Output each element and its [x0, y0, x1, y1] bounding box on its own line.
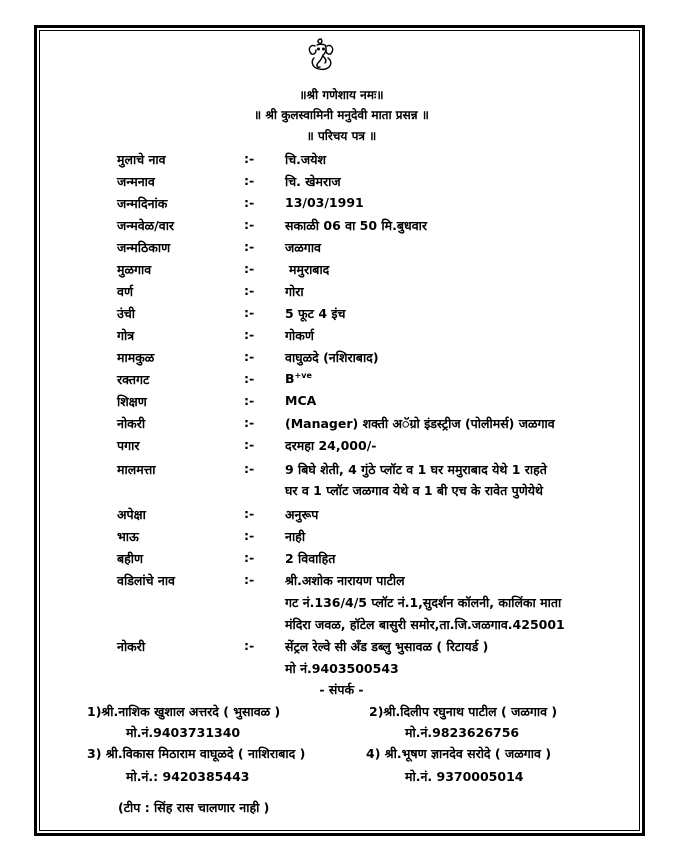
- field-value: अनुरूप: [285, 507, 319, 522]
- field-label: अपेक्षा: [117, 507, 146, 522]
- contact-person-phone: मो.नं.9403731340: [126, 725, 241, 740]
- field-value: जळगाव: [285, 240, 322, 255]
- field-value: (Manager) शक्ती अॅग्रो इंडस्ट्रीज (पोलीमर्स) जळगाव: [285, 416, 555, 431]
- field-label: मालमत्ता: [117, 462, 156, 477]
- note: (टीप : सिंह रास चालणार नाही ): [118, 800, 270, 815]
- field-label: नोकरी: [117, 639, 146, 654]
- field-separator: :-: [244, 327, 255, 342]
- field-label: मुळगाव: [117, 262, 152, 277]
- contact-person-name: 1)श्री.नाशिक खुशाल अत्तरदे ( भुसावळ ): [87, 704, 281, 719]
- field-separator: :-: [244, 638, 255, 653]
- blood-group-rh: +ve: [294, 371, 312, 380]
- field-label: पगार: [117, 438, 140, 453]
- field-separator: :-: [244, 349, 255, 364]
- contact-heading: - संपर्क -: [319, 682, 364, 697]
- field-value: 5 फूट 4 इंच: [285, 306, 346, 321]
- contact-person-phone: मो.नं.9823626756: [405, 725, 520, 740]
- field-separator: :-: [244, 305, 255, 320]
- field-value: दरमहा 24,000/-: [285, 438, 377, 453]
- field-value: गोकर्ण: [285, 328, 314, 343]
- field-label: नोकरी: [117, 416, 146, 431]
- field-label: शिक्षण: [117, 394, 147, 409]
- field-value-continued: मो नं.9403500543: [285, 661, 399, 676]
- field-value-continued: मंदिरा जवळ, हॉटेल बासुरी समोर,ता.जि.जळगाव.425001: [285, 617, 565, 632]
- field-value: 13/03/1991: [285, 195, 364, 210]
- header-title: ॥ परिचय पत्र ॥: [306, 129, 377, 143]
- field-value: चि.जयेश: [285, 152, 326, 167]
- field-separator: :-: [244, 550, 255, 565]
- field-separator: :-: [244, 283, 255, 298]
- field-label: बहीण: [117, 551, 144, 566]
- field-separator: :-: [244, 528, 255, 543]
- field-separator: :-: [244, 173, 255, 188]
- field-label: वडिलांचे नाव: [117, 573, 176, 588]
- contact-person-name: 2)श्री.दिलीप रघुनाथ पाटील ( जळगाव ): [369, 704, 558, 719]
- field-separator: :-: [244, 437, 255, 452]
- header-line-1: ॥श्री गणेशाय नमः॥: [299, 88, 384, 102]
- field-value: चि. खेमराज: [285, 174, 341, 189]
- field-separator: :-: [244, 371, 255, 386]
- field-value: 2 विवाहित: [285, 551, 336, 566]
- field-label: गोत्र: [117, 328, 135, 343]
- blood-group: B: [285, 371, 295, 387]
- field-separator: :-: [244, 261, 255, 276]
- contact-person-name: 3) श्री.विकास मिठाराम वाघूळदे ( नाशिराबाद ): [87, 746, 306, 761]
- header-line-2: ॥ श्री कुलस्वामिनी मनुदेवी माता प्रसन्न ॥: [254, 108, 429, 122]
- field-label: भाऊ: [117, 529, 139, 544]
- field-separator: :-: [244, 415, 255, 430]
- field-value: सेंट्रल रेल्वे सी अँड डब्लु भुसावळ ( रिटायर्ड ): [285, 639, 489, 654]
- field-value: [285, 371, 312, 386]
- field-value: गोरा: [285, 284, 304, 299]
- field-separator: :-: [244, 195, 255, 210]
- field-label: मामकुळ: [117, 350, 155, 365]
- contact-person-name: 4) श्री.भूषण ज्ञानदेव सरोदे ( जळगाव ): [366, 746, 552, 761]
- field-value-continued: गट नं.136/4/5 प्लॉट नं.1,सुदर्शन कॉलनी, कालिंका माता: [285, 595, 562, 610]
- field-label: रक्तगट: [117, 372, 150, 387]
- field-label: जन्मठिकाण: [117, 240, 171, 255]
- field-value: वाघुळदे (नशिराबाद): [285, 350, 379, 365]
- field-separator: :-: [244, 239, 255, 254]
- field-separator: :-: [244, 393, 255, 408]
- contact-person-phone: मो.नं. 9370005014: [405, 769, 524, 784]
- field-value: नाही: [285, 529, 306, 544]
- field-separator: :-: [244, 506, 255, 521]
- field-separator: :-: [244, 151, 255, 166]
- field-separator: :-: [244, 217, 255, 232]
- contact-person-phone: मो.नं.: 9420385443: [126, 769, 250, 784]
- ganesha-logo-icon: [305, 36, 337, 72]
- field-value-continued: घर व 1 प्लॉट जळगाव येथे व 1 बी एच के रावेत पुणेयेथे: [285, 483, 543, 498]
- field-label: मुलाचे नाव: [117, 152, 166, 167]
- field-label: जन्मनाव: [117, 174, 155, 189]
- field-value: MCA: [285, 393, 317, 408]
- field-separator: :-: [244, 572, 255, 587]
- field-separator: :-: [244, 461, 255, 476]
- field-value: ममुराबाद: [289, 262, 330, 277]
- field-label: जन्मदिनांक: [117, 196, 168, 211]
- field-label: उंची: [117, 306, 136, 321]
- field-value: 9 बिघे शेती, 4 गुंठे प्लॉट व 1 घर ममुराबाद येथे 1 राहते: [285, 462, 547, 477]
- field-label: वर्ण: [117, 284, 133, 299]
- field-label: जन्मवेळ/वार: [117, 218, 175, 233]
- field-value: सकाळी 06 वा 50 मि.बुधवार: [285, 218, 427, 233]
- field-value: श्री.अशोक नारायण पाटील: [285, 573, 405, 588]
